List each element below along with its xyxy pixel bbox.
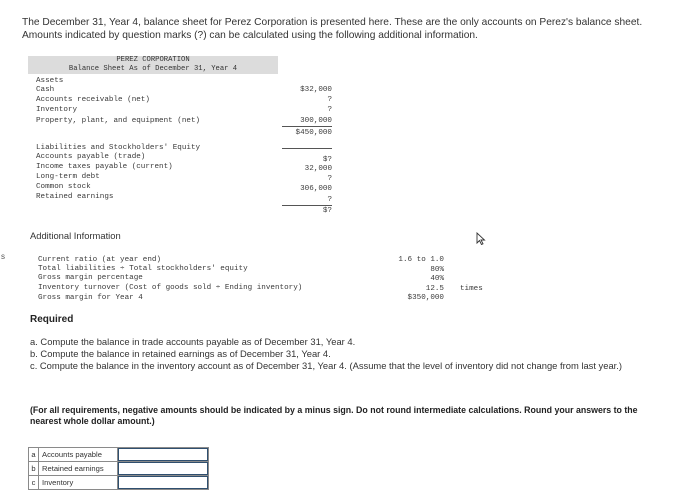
assets-heading: Assets <box>36 77 64 85</box>
balance-sheet-header <box>28 56 278 74</box>
total-liabilities-rule <box>282 205 332 206</box>
inventory-input[interactable] <box>118 476 208 489</box>
liability-value-taxes: 32,000 <box>304 165 332 173</box>
liabilities-heading: Liabilities and Stockholders' Equity <box>36 144 201 152</box>
required-item-c: c. Compute the balance in the inventory account as of December 31, Year 4. (Assume that the level of inventory did not change from last year.) <box>30 360 622 371</box>
info-value-current-ratio: 1.6 to 1.0 <box>398 256 444 264</box>
rounding-note: (For all requirements, negative amounts should be indicated by a minus sign. Do not round intermediate calculations. Round your answers to the nearest whole dollar amount.) <box>30 405 638 426</box>
answer-table <box>28 447 209 490</box>
info-label-gross-margin-pct: Gross margin percentage <box>38 274 143 282</box>
total-liabilities-value: $? <box>322 207 332 215</box>
accounts-payable-input-cell[interactable] <box>118 448 209 462</box>
info-label-current-ratio: Current ratio (at year end) <box>38 256 162 264</box>
info-value-inventory-turnover: 12.5 <box>425 285 444 293</box>
liability-value-ltd: ? <box>327 175 332 183</box>
answer-label: Inventory <box>39 476 118 490</box>
liability-label-taxes: Income taxes payable (current) <box>36 163 173 171</box>
liability-value-ap: $? <box>322 156 332 164</box>
answer-row <box>29 476 209 490</box>
inventory-input-cell[interactable] <box>118 476 209 490</box>
retained-earnings-input[interactable] <box>118 462 208 475</box>
retained-earnings-input-cell[interactable] <box>118 462 209 476</box>
asset-value-ar: ? <box>327 96 332 104</box>
answer-label: Accounts payable <box>39 448 118 462</box>
problem-intro: The December 31, Year 4, balance sheet for Perez Corporation is presented here. These are the only accounts on Perez's balance sheet. Amounts indicated by question marks (?) can be calculated using the following additional information. <box>22 17 643 41</box>
liability-value-retained-earnings: ? <box>327 196 332 204</box>
asset-value-inventory: ? <box>327 106 332 114</box>
total-assets-value: $450,000 <box>295 129 332 137</box>
info-label-inventory-turnover: Inventory turnover (Cost of goods sold ÷ Ending inventory) <box>38 284 303 292</box>
liability-label-retained-earnings: Retained earnings <box>36 193 114 201</box>
edge-fragment: s <box>1 252 5 261</box>
required-item-a: a. Compute the balance in trade accounts payable as of December 31, Year 4. <box>30 336 356 347</box>
answer-row <box>29 448 209 462</box>
info-label-gross-margin: Gross margin for Year 4 <box>38 294 143 302</box>
asset-label-ar: Accounts receivable (net) <box>36 96 150 104</box>
answer-row <box>29 462 209 476</box>
required-title: Required <box>30 314 74 325</box>
asset-value-cash: $32,000 <box>300 86 332 94</box>
info-value-liabilities-equity: 80% <box>430 266 444 274</box>
additional-info-title: Additional Information <box>30 230 121 241</box>
info-label-liabilities-equity: Total liabilities ÷ Total stockholders' equity <box>38 265 248 273</box>
balance-sheet-title: Balance Sheet As of December 31, Year 4 <box>68 64 238 73</box>
info-value-gross-margin: $350,000 <box>407 294 444 302</box>
info-unit-times: times <box>460 285 483 293</box>
mouse-cursor-icon <box>476 232 486 250</box>
asset-label-inventory: Inventory <box>36 106 78 114</box>
total-assets-rule <box>282 126 332 127</box>
accounts-payable-input[interactable] <box>118 448 208 461</box>
asset-label-ppe: Property, plant, and equipment (net) <box>36 117 201 125</box>
info-value-gross-margin-pct: 40% <box>430 275 444 283</box>
asset-label-cash: Cash <box>36 86 55 94</box>
answer-letter: c <box>29 476 39 490</box>
answer-label: Retained earnings <box>39 462 118 476</box>
required-item-b: b. Compute the balance in retained earnings as of December 31, Year 4. <box>30 348 331 359</box>
liability-value-common-stock: 306,000 <box>300 185 332 193</box>
liability-label-ltd: Long-term debt <box>36 173 100 181</box>
answer-letter: a <box>29 448 39 462</box>
liability-label-ap: Accounts payable (trade) <box>36 153 146 161</box>
liabilities-top-rule <box>282 148 332 149</box>
asset-value-ppe: 300,000 <box>300 117 332 125</box>
answer-letter: b <box>29 462 39 476</box>
company-name: PEREZ CORPORATION <box>116 56 190 64</box>
liability-label-common-stock: Common stock <box>36 183 91 191</box>
